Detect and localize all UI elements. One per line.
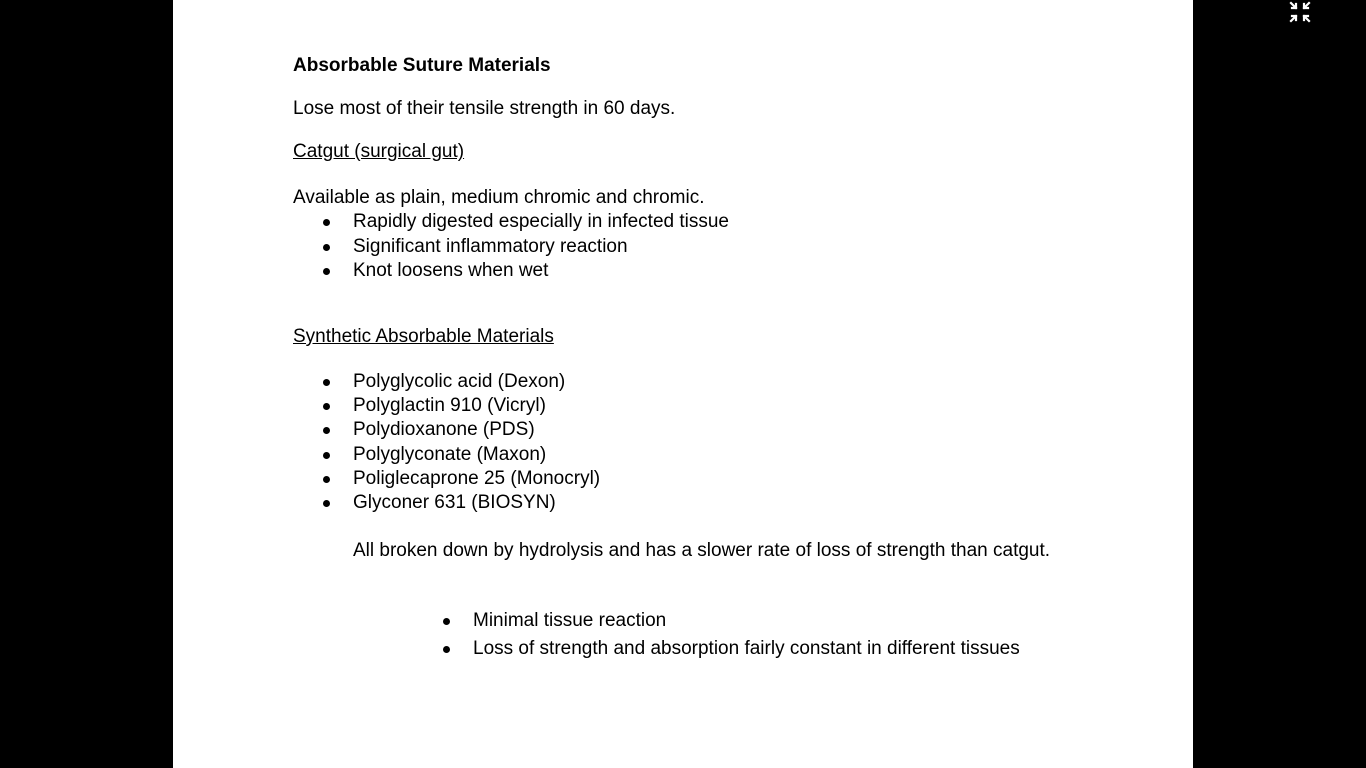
document-page (173, 0, 1193, 768)
synthetic-materials-list (293, 370, 600, 515)
list-item: Glyconer 631 (BIOSYN) (293, 491, 600, 515)
catgut-description: Available as plain, medium chromic and chromic. (293, 187, 705, 208)
list-item: Loss of strength and absorption fairly constant in different tissues (413, 635, 1020, 663)
list-item: Polyglactin 910 (Vicryl) (293, 394, 600, 418)
list-item: Significant inflammatory reaction (293, 235, 729, 260)
bullet-icon (323, 476, 330, 483)
bullet-icon (323, 427, 330, 434)
bullet-icon (323, 500, 330, 507)
exit-fullscreen-icon[interactable] (1288, 0, 1312, 24)
bullet-icon (443, 618, 450, 625)
bullet-icon (443, 646, 450, 653)
page-title: Absorbable Suture Materials (293, 55, 551, 76)
synthetic-heading: Synthetic Absorbable Materials (293, 326, 554, 347)
bullet-icon (323, 244, 330, 251)
bullet-icon (323, 379, 330, 386)
list-item: Poliglecaprone 25 (Monocryl) (293, 467, 600, 491)
list-item: Polyglyconate (Maxon) (293, 443, 600, 467)
bullet-icon (323, 452, 330, 459)
bullet-icon (323, 219, 330, 226)
list-item: Knot loosens when wet (293, 259, 729, 284)
synthetic-properties-list (413, 607, 1020, 663)
bullet-icon (323, 268, 330, 275)
list-item: Polydioxanone (PDS) (293, 418, 600, 442)
bullet-icon (323, 403, 330, 410)
list-item: Polyglycolic acid (Dexon) (293, 370, 600, 394)
intro-text: Lose most of their tensile strength in 60 days. (293, 98, 676, 119)
list-item: Minimal tissue reaction (413, 607, 1020, 635)
hydrolysis-note: All broken down by hydrolysis and has a slower rate of loss of strength than catgut. (353, 540, 1051, 561)
list-item: Rapidly digested especially in infected tissue (293, 210, 729, 235)
catgut-heading: Catgut (surgical gut) (293, 141, 465, 162)
catgut-points-list (293, 210, 729, 284)
